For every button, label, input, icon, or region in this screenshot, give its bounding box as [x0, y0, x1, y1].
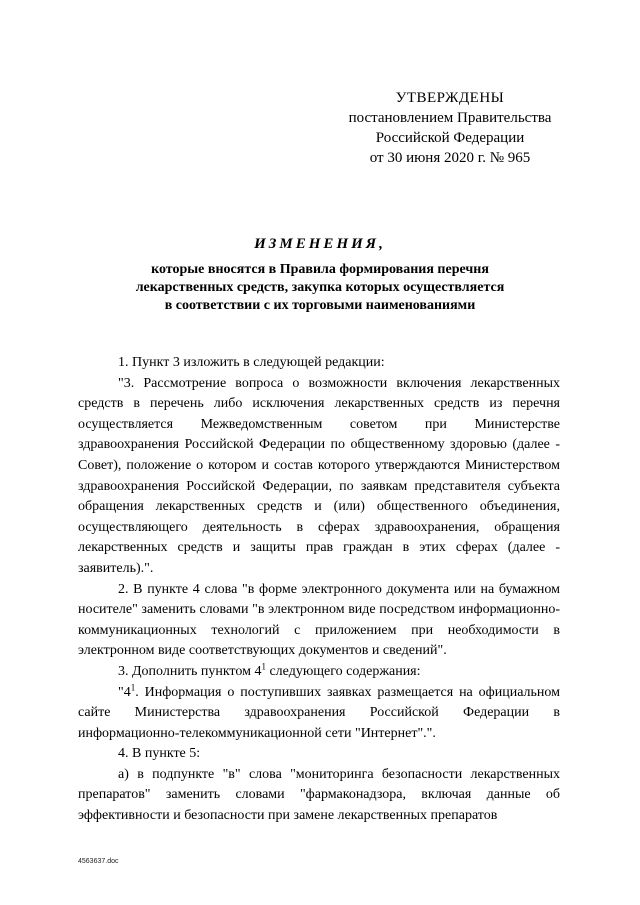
file-name-footer: 4563637.doc	[78, 858, 119, 865]
paragraph-item-4-a: а) в подпункте "в" слова "мониторинга безопасности лекарственных препаратов" заменить словами "фармаконадзора, включая данные об эффективности и безопасности при замене лекарственных препаратов	[78, 766, 560, 824]
paragraph-item-3-text-block	[78, 683, 560, 745]
paragraph-item-1: 1. Пункт 3 изложить в следующей редакции:	[118, 355, 385, 370]
paragraph-item-3-text: 3. Дополнить пунктом 4	[118, 663, 262, 679]
subtitle-line-3: в соответствии с их торговыми наименованиями	[164, 298, 476, 313]
document-subtitle	[90, 261, 550, 315]
paragraph-item-3-quote-rest: . Информация о поступивших заявках размещается на официальном сайте Министерства здравоохранения Российской Федерации в информационно-телекоммуникационной сети "Интернет".".	[78, 684, 560, 741]
superscript-marker: 1	[261, 661, 266, 672]
approval-block	[340, 88, 560, 168]
paragraph-item-3	[78, 662, 560, 683]
approval-line-date: от 30 июня 2020 г. № 965	[369, 150, 531, 166]
paragraph-item-3-rest: следующего содержания:	[265, 663, 421, 679]
paragraph-item-2: 2. В пункте 4 слова "в форме электронного документа или на бумажном носителе" заменить словами "в электронном виде посредством информационно-коммуникационных технологий с приложением при необходимости в электронном виде соответствующих документов и сведений".	[78, 581, 560, 659]
paragraph-item-3-quote-start: "4	[118, 684, 131, 700]
document-body	[78, 353, 560, 827]
approval-line-decree: постановлением Правительства	[348, 110, 552, 126]
superscript-marker-2: 1	[130, 681, 136, 692]
paragraph-item-4: 4. В пункте 5:	[118, 746, 201, 762]
subtitle-line-2: лекарственных средств, закупка которых осуществляется	[135, 280, 505, 295]
document-title: ИЗМЕНЕНИЯ,	[254, 236, 386, 252]
approval-line-country: Российской Федерации	[375, 130, 525, 146]
subtitle-line-1: которые вносятся в Правила формирования перечня	[151, 262, 489, 277]
paragraph-item-1-text: "3. Рассмотрение вопроса о возможности включения лекарственных средств в перечень либо исключения лекарственных средств из перечня осуществляется Межведомственным советом при Министерстве здравоохранения Российской Федерации по общественному здоровью (далее - Совет), положение о котором и состав которого утверждаются Министерством здравоохранения Российской Федерации, по заявкам представителя субъекта обращения лекарственных средств и (или) общественного объединения, осуществляющего деятельность в сферах здравоохранения, обращения лекарственных средств и защиты прав граждан в этих сферах (далее - заявитель).".	[78, 375, 560, 576]
approval-heading: УТВЕРЖДЕНЫ	[395, 90, 505, 106]
